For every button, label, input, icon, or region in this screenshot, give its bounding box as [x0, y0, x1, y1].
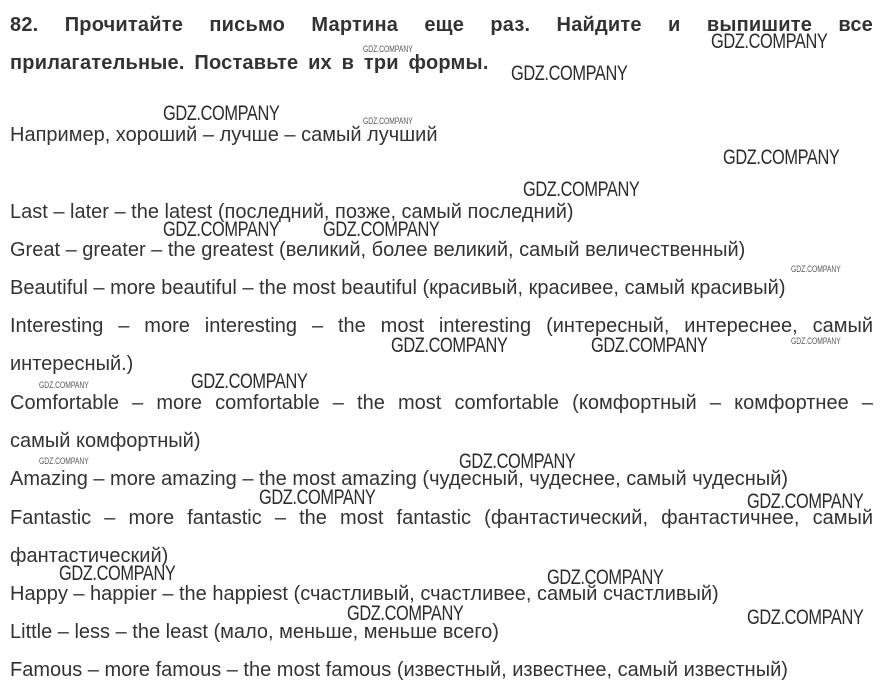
entry-great: Great – greater – the greatest (великий, более великий, самый величественный)	[10, 239, 746, 261]
watermark: GDZ.COMPANY	[459, 450, 576, 473]
entry-fantastic: Fantastic – more fantastic – the most fantastic (фантастический, фантастичнее, самый	[10, 507, 873, 529]
watermark: GDZ.COMPANY	[511, 62, 628, 85]
watermark-small: GDZ.COMPANY	[39, 456, 89, 466]
watermark: GDZ.COMPANY	[163, 218, 280, 241]
watermark-small: GDZ.COMPANY	[791, 264, 841, 274]
watermark: GDZ.COMPANY	[523, 178, 640, 201]
watermark: GDZ.COMPANY	[547, 566, 664, 589]
watermark: GDZ.COMPANY	[347, 602, 464, 625]
watermark: GDZ.COMPANY	[163, 102, 280, 125]
entry-interesting-cont: интересный.)	[10, 353, 134, 375]
entry-fantastic-cont: фантастический)	[10, 545, 169, 567]
entry-famous: Famous – more famous – the most famous (известный, известнее, самый известный)	[10, 659, 788, 681]
entry-interesting: Interesting – more interesting – the most interesting (интересный, интереснее, самый	[10, 315, 873, 337]
entry-beautiful: Beautiful – more beautiful – the most beautiful (красивый, красивее, самый красивый)	[10, 277, 786, 299]
watermark: GDZ.COMPANY	[747, 490, 864, 513]
watermark: GDZ.COMPANY	[59, 562, 176, 585]
entry-comfortable-cont: самый комфортный)	[10, 430, 201, 452]
watermark: GDZ.COMPANY	[591, 334, 708, 357]
watermark: GDZ.COMPANY	[323, 218, 440, 241]
entry-last: Last – later – the latest (последний, позже, самый последний)	[10, 201, 574, 223]
watermark-small: GDZ.COMPANY	[363, 116, 413, 126]
entry-comfortable: Comfortable – more comfortable – the most comfortable (комфортный – комфортнее –	[10, 392, 873, 414]
watermark: GDZ.COMPANY	[723, 146, 840, 169]
example-line: Например, хороший – лучше – самый лучший	[10, 124, 438, 146]
watermark-small: GDZ.COMPANY	[363, 44, 413, 54]
watermark: GDZ.COMPANY	[711, 30, 828, 53]
watermark-small: GDZ.COMPANY	[39, 380, 89, 390]
entry-little: Little – less – the least (мало, меньше, меньше всего)	[10, 621, 499, 643]
watermark-small: GDZ.COMPANY	[791, 336, 841, 346]
entry-amazing: Amazing – more amazing – the most amazing (чудесный, чудеснее, самый чудесный)	[10, 468, 789, 490]
watermark: GDZ.COMPANY	[259, 486, 376, 509]
exercise-heading: 82. Прочитайте письмо Мартина еще раз. Найдите и выпишите все прилагательные. Поставьте их в три формы.	[10, 14, 873, 74]
watermark: GDZ.COMPANY	[391, 334, 508, 357]
entry-happy: Happy – happier – the happiest (счастливый, счастливее, самый счастливый)	[10, 583, 719, 605]
watermark: GDZ.COMPANY	[747, 606, 864, 629]
watermark: GDZ.COMPANY	[191, 370, 308, 393]
